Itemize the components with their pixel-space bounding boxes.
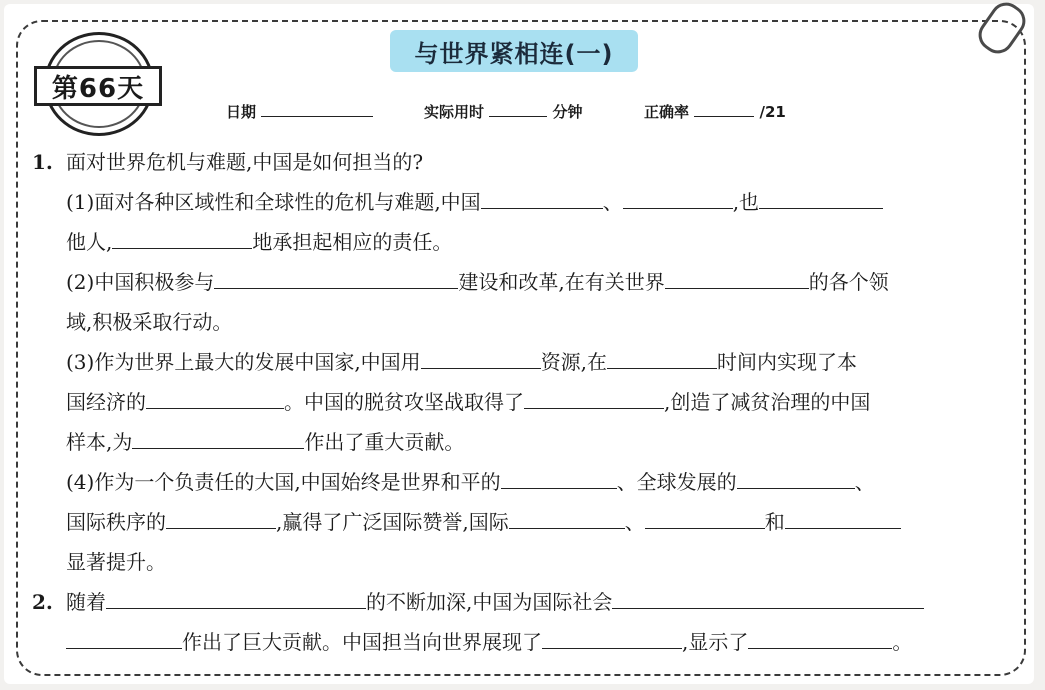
q2-line2 [66, 626, 912, 655]
text: 国经济的 [66, 390, 146, 414]
answer-blank[interactable] [759, 186, 883, 209]
answer-blank[interactable] [481, 186, 603, 209]
text: ,赢得了广泛国际赞誉,国际 [276, 510, 509, 534]
date-field [226, 100, 373, 122]
q1-p4-line1 [66, 466, 875, 495]
answer-blank[interactable] [214, 266, 458, 289]
q1-number: 1. [32, 150, 53, 174]
answer-blank[interactable] [542, 626, 682, 649]
q1-p4-line2 [66, 506, 901, 535]
q2-number: 2. [32, 590, 53, 614]
worksheet-page [4, 4, 1034, 684]
answer-blank[interactable] [421, 346, 541, 369]
answer-blank[interactable] [112, 226, 252, 249]
text: 和 [764, 510, 785, 534]
day-badge [34, 66, 162, 106]
accuracy-blank[interactable] [694, 100, 754, 117]
day-badge-text: 第66天 [51, 73, 145, 104]
text: 地承担起相应的责任。 [252, 230, 453, 254]
text: 、 [602, 190, 623, 214]
time-blank[interactable] [489, 100, 547, 117]
time-unit: 分钟 [552, 103, 583, 121]
text: ,显示了 [682, 630, 749, 654]
text: 。中国的脱贫攻坚战取得了 [284, 390, 524, 414]
q1-p4-line3 [66, 546, 166, 575]
page-title: 与世界紧相连(一) [414, 39, 614, 68]
text: 随着 [66, 590, 106, 614]
answer-blank[interactable] [146, 386, 284, 409]
text: 。 [892, 630, 913, 654]
text: 显著提升。 [66, 550, 166, 574]
text: 建设和改革,在有关世界 [458, 270, 665, 294]
text: ,创造了减贫治理的中国 [664, 390, 871, 414]
answer-blank[interactable] [509, 506, 625, 529]
text: 时间内实现了本 [717, 350, 858, 374]
q1-p2-line2 [66, 306, 232, 335]
answer-blank[interactable] [665, 266, 809, 289]
text: 作出了巨大贡献。中国担当向世界展现了 [182, 630, 542, 654]
answer-blank[interactable] [607, 346, 717, 369]
text: 、 [624, 510, 645, 534]
q1-p2-line1 [66, 266, 889, 295]
text: ,也 [732, 190, 760, 214]
answer-blank[interactable] [737, 466, 855, 489]
text: 的各个领 [808, 270, 889, 294]
q1-stem-line [32, 146, 423, 175]
q1-p1-line1 [66, 186, 883, 215]
text: (4)作为一个负责任的大国,中国始终是世界和平的 [66, 470, 501, 494]
answer-blank[interactable] [785, 506, 901, 529]
accuracy-field [644, 100, 786, 122]
text: 资源,在 [540, 350, 608, 374]
text: 域,积极采取行动。 [66, 310, 233, 334]
text: 的不断加深,中国为国际社会 [366, 590, 613, 614]
q2-line1 [32, 586, 924, 615]
accuracy-label: 正确率 [644, 103, 690, 121]
q1-p3-line3 [66, 426, 464, 455]
text: 国际秩序的 [66, 510, 166, 534]
answer-blank[interactable] [501, 466, 617, 489]
time-label: 实际用时 [424, 103, 485, 121]
text: (2)中国积极参与 [66, 270, 215, 294]
answer-blank[interactable] [612, 586, 924, 609]
answer-blank[interactable] [132, 426, 304, 449]
answer-blank[interactable] [623, 186, 733, 209]
date-blank[interactable] [261, 100, 373, 117]
text: 、全球发展的 [616, 470, 737, 494]
text: 样本,为 [66, 430, 133, 454]
answer-blank[interactable] [748, 626, 892, 649]
accuracy-total: /21 [759, 103, 786, 121]
title-banner [390, 30, 638, 72]
time-field [424, 100, 583, 122]
date-label: 日期 [226, 103, 257, 121]
text: 他人, [66, 230, 113, 254]
answer-blank[interactable] [66, 626, 182, 649]
answer-blank[interactable] [645, 506, 765, 529]
answer-blank[interactable] [106, 586, 366, 609]
text: (3)作为世界上最大的发展中国家,中国用 [66, 350, 421, 374]
q1-p3-line2 [66, 386, 870, 415]
text: (1)面对各种区域性和全球性的危机与难题,中国 [66, 190, 481, 214]
answer-blank[interactable] [524, 386, 664, 409]
q1-p1-line2 [66, 226, 452, 255]
q1-stem: 面对世界危机与难题,中国是如何担当的? [66, 150, 424, 174]
text: 、 [854, 470, 875, 494]
q1-p3-line1 [66, 346, 857, 375]
answer-blank[interactable] [166, 506, 276, 529]
text: 作出了重大贡献。 [304, 430, 465, 454]
